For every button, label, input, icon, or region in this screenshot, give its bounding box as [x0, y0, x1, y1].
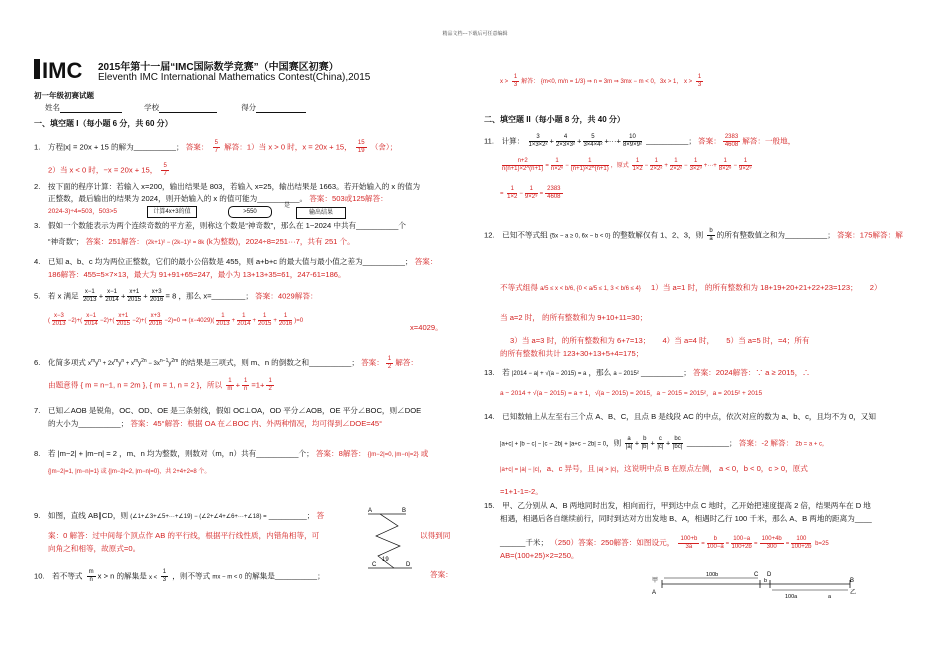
- question-14-answer: |a+c| = |a| − |c|，a、c 异号，且 |a| > |c|，这说明中点 B 在原点左侧， a < 0，b < 0，c > 0，原式: [500, 464, 808, 473]
- question-15-line2: 相遇，相遇后各自继续前行，同时到达对方出发地 B、A，相遇时乙行 100 千米，那么 A、B 两地的距离为____: [500, 514, 872, 523]
- svg-text:B: B: [850, 578, 855, 584]
- svg-text:乙: 乙: [850, 590, 857, 596]
- section2-title: 二、填空题 II（每小题 8 分，共 40 分）: [484, 115, 625, 124]
- flow-calc-box: 计算4x+3的值: [147, 206, 197, 218]
- distance-figure: [650, 566, 860, 602]
- question-2: 2. 按下面的程序计算：若输入 x=200，输出结果是 803，若输入 x=25，输出结果是 1663。若开始输入的 x 的值为: [34, 182, 421, 191]
- question-1: 1. 方程|x| = 20x + 15 的解为__________； 答案： $\frac{5}{7}$ 解答：1）当 x > 0 时，x = 20x + 15， $\frac{15}{19}$ （舍）；: [34, 140, 398, 154]
- page-header: 精品文档---下载后可任意编辑: [442, 31, 508, 37]
- question-8: 8. 若 |m−2| + |m−n| = 2 ，m、n 均为整数，则数对（m，n）共有__________个； 答案：8解答： {|m−2|=0, |m−n|=2} 或: [34, 449, 429, 458]
- question-12-answer-4: 的所有整数和共计 123+30+13+5+4=175；: [500, 349, 644, 358]
- svg-text:甲: 甲: [652, 578, 659, 584]
- question-9: 9. 如图，直线 AB∥CD，则 (∠1+∠3+∠5+···+∠19) − (∠2+∠4+∠6+···+∠18) = _________； 答: [34, 511, 325, 520]
- school-blank: [159, 104, 217, 113]
- question-9-answer-end: 向角之和相等，故原式=0。: [48, 544, 141, 553]
- svg-text:C: C: [754, 572, 759, 578]
- question-12-answer-3: 3）当 a=3 时，的所有整数和为 6+7=13； 4）当 a=4 时， 5）当 a=5 时，=4；所有: [510, 336, 810, 345]
- question-14: 14. 已知数轴上从左至右三个点 A、B、C，且点 B 是线段 AC 的中点，依次对应的数为 a、b、c，且均不为 0，又知: [484, 412, 876, 421]
- question-13-answer: a − 2014 + √(a − 2015) = a + 1，√(a − 2015) = 2015，a − 2015 = 2015²，a = 2015² + 2015: [500, 390, 763, 397]
- question-14-line2: |a+c| + |b − c| − |c − 2b| + |a+c − 2b| = 0，则 $\frac{a}{|a|}$ + $\frac{b}{|b|}$ + $\frac{c}{|c|}$ + $\frac{bc}{|bc|}$ __________； 答案：-2 解答： 2b = a + c，: [500, 436, 829, 450]
- section1-title: 一、填空题 I（每小题 6 分，共 60 分）: [34, 119, 173, 128]
- svg-text:B: B: [402, 508, 407, 514]
- question-10-answer: x > $\frac{1}{3}$ 解答： {m<0, m/n = 1/3} ⇒ n = 3m ⇒ 3mx − m < 0，3x > 1， x > $\frac{1}{3}$: [500, 74, 702, 88]
- svg-text:IMC: IMC: [42, 58, 83, 81]
- question-8-answer: {|m−2|=1, |m−n|=1} 或 {|m−2|=2, |m−n|=0}，共 2+4+2=8 个。: [48, 469, 211, 475]
- question-11: 11. 计算： $\frac{3}{\text{1×3×2²}}$ + $\frac{4}{\text{2×3×3²}}$ + $\frac{5}{\text{3×4×4²}}$ +···+ $\frac{10}{\text{8×9×9²}}$ __________； 答案： $\frac{2383}{4608}$ 解答：一般地，: [484, 134, 796, 148]
- question-4-answer: 186解答：455=5×7×13，最大为 91+91+65=247，最小为 13+13+35=61，247-61=186。: [48, 270, 346, 279]
- svg-text:C: C: [372, 562, 377, 568]
- question-12-answer-2: 当 a=2 时， 的所有整数和为 9+10+11=30；: [500, 313, 648, 322]
- question-7: 7. 已知∠AOB 是锐角，OC、OD、OE 是三条射线，假如 OC⊥OA，OD 平分∠AOB，OE 平分∠BOC，则∠DOE: [34, 406, 422, 415]
- question-7-line2: 的大小为__________； 答案：45°解答：根据 OA 在∠BOC 内、外两种情况，均可得到∠DOE=45°: [48, 419, 383, 428]
- svg-text:D: D: [406, 562, 411, 568]
- question-6-answer: 由题意得 { m = n−1, n = 2m }, { m = 1, n = 2 }，所以 $\frac{1}{m}$ + $\frac{1}{n}$ =1+ $\frac{1}{2}$: [48, 378, 272, 392]
- svg-text:b: b: [764, 578, 768, 584]
- question-3-line2: “神奇数”； 答案：251解答： (2k+1)² − (2k−1)² = 8k (k为整数)，2024÷8=251···7，共有 251 个。: [48, 237, 355, 246]
- question-1-part2: 2）当 x < 0 时，−x = 20x + 15， $\frac{5}{7}$: [48, 163, 167, 177]
- school-label: 学校: [144, 103, 160, 112]
- question-12: 12. 已知不等式组 {5x − a ≥ 0, 6x − b < 0} 的整数解仅有 1、2、3，则 $\frac{b}{a}$ 的所有整数值之和为__________； 答案：175解答：解: [484, 228, 903, 242]
- grade-label: 初一年级初赛试题: [34, 91, 94, 100]
- question-2-line2: 正整数，最后输出的结果为 2024，则开始输入的 x 的值可能为__________。 答案：503或125解答：: [48, 194, 388, 203]
- question-5-result: x=4029。: [410, 323, 443, 332]
- svg-text:a: a: [828, 594, 832, 600]
- student-info-line: [45, 102, 306, 113]
- flow-yes-label: 是: [284, 203, 291, 209]
- question-13: 13. 若 |2014 − a| + √(a − 2015) = a ，那么 a − 2015² __________； 答案：2024解答：∵ a ≥ 2015，∴: [484, 368, 810, 377]
- parallel-lines-figure: [366, 506, 426, 576]
- title-cn: 2015年第十一届“IMC国际数学竞赛”（中国赛区初赛）: [98, 62, 339, 73]
- question-5-answer: ( $\frac{x-3}{2013}$ −2)+( $\frac{x-1}{2014}$ −2)+( $\frac{x+1}{2015}$ −2)+( $\frac{x+3}{2016}$ −2)=0 ⇒ (x−4029)( $\frac{1}{2013}$ + $\frac{1}{2014}$ + $\frac{1}{2015}$ + $\frac{1}{2016}$ )=0: [48, 313, 304, 327]
- svg-text:D: D: [767, 572, 772, 578]
- svg-text:100b: 100b: [706, 572, 719, 578]
- imc-logo: [34, 57, 98, 81]
- flow-output-box: 输出结果: [296, 207, 346, 219]
- question-9-answer: 案：0 解答：过中间每个顶点作 AB 的平行线，根据平行线性质，内错角相等，可: [48, 531, 320, 540]
- question-5: 5. 若 x 满足 $\frac{x-1}{2013}$ + $\frac{x-1}{2014}$ + $\frac{x+1}{2015}$ + $\frac{x+3}{2016}$ = 8 ，那么 x=________； 答案：4029解答：: [34, 289, 318, 303]
- question-14-result: =1+1-1=-2。: [500, 487, 543, 496]
- question-2-answer: 2024-3)÷4=503，503>5: [48, 208, 117, 215]
- question-11-result: = $\frac{1}{1\times 2}$ − $\frac{1}{\text{9×2⁹}}$ = $\frac{2383}{4608}$: [500, 186, 561, 200]
- score-blank: [256, 104, 306, 113]
- title-en: Eleventh IMC International Mathematics Contest(China),2015: [98, 72, 371, 83]
- question-10-answer-label: 答案：: [430, 570, 453, 579]
- question-6: 6. 化简多项式 $x^my^n + 2x^my^n + x^my^{2n} - 3x^{n-1}y^{2m}$ 的结果是三项式，则 m、n 的倒数之和__________； 答案： $\frac{1}{2}$ 解答：: [34, 355, 418, 370]
- question-10: 10. 若不等式 $\frac{m}{n}$ x > n 的解集是 x < $\frac{1}{3}$ ，则不等式 mx − m < 0 的解集是__________；: [34, 569, 325, 584]
- question-9-answer-cont: 以得到同: [420, 531, 451, 540]
- question-11-answer: $\frac{n+2}{n(n+1)\times 2\^{}(n+1)}$ = $\frac{1}{\text{n×2ⁿ}}$ − $\frac{1}{(n+1)\times 2\^{}(n+1)}$ ，原式 $\frac{1}{1\times 2}$ − $\frac{1}{\text{2×2²}}$ + $\frac{1}{\text{2×2²}}$ − $\frac{1}{\text{3×2³}}$ +···+ $\frac{1}{\text{8×2⁸}}$ − $\frac{1}{\text{9×2⁹}}$: [502, 158, 752, 172]
- svg-text:A: A: [368, 508, 373, 514]
- question-15: 15. 甲、乙分别从 A、B 两地同时出发，相向而行，甲到达中点 C 地时，乙开始把速度提高 2 倍，结果两车在 D 地: [484, 501, 871, 510]
- svg-text:A: A: [652, 590, 657, 596]
- svg-text:100a: 100a: [785, 594, 798, 600]
- flow-condition: >550: [228, 206, 272, 218]
- svg-text:19: 19: [382, 557, 389, 563]
- question-4: 4. 已知 a、b、c 均为两位正整数，它们的最小公倍数是 455，则 a+b+c 的最大值与最小值之差为__________； 答案：: [34, 257, 438, 266]
- question-15-answer: AB=(100+25)×2=250。: [500, 551, 579, 560]
- score-label: 得分: [241, 103, 257, 112]
- name-label: 姓名: [45, 103, 60, 112]
- name-blank: [60, 104, 122, 113]
- question-15-line3: ______千米； （250）答案：250解答：如图设元， $\frac{100+b}{3a}$ = $\frac{b}{100-a}$ = $\frac{100-a}{100+2b}$ = $\frac{100+4b}{300}$ = $\frac{100}{100+2b}$ b=25: [500, 536, 829, 550]
- question-3: 3. 假如一个数能表示为两个连续奇数的平方差，则称这个数是“神奇数”，那么在 1~2024 中共有__________个: [34, 221, 406, 230]
- question-12-answer: 不等式组得 a/5 ≤ x < b/6, {0 < a/5 ≤ 1, 3 < b/6 ≤ 4} 1）当 a=1 时， 的所有整数和为 18+19+20+21+22+23=123； 2）: [500, 283, 882, 292]
